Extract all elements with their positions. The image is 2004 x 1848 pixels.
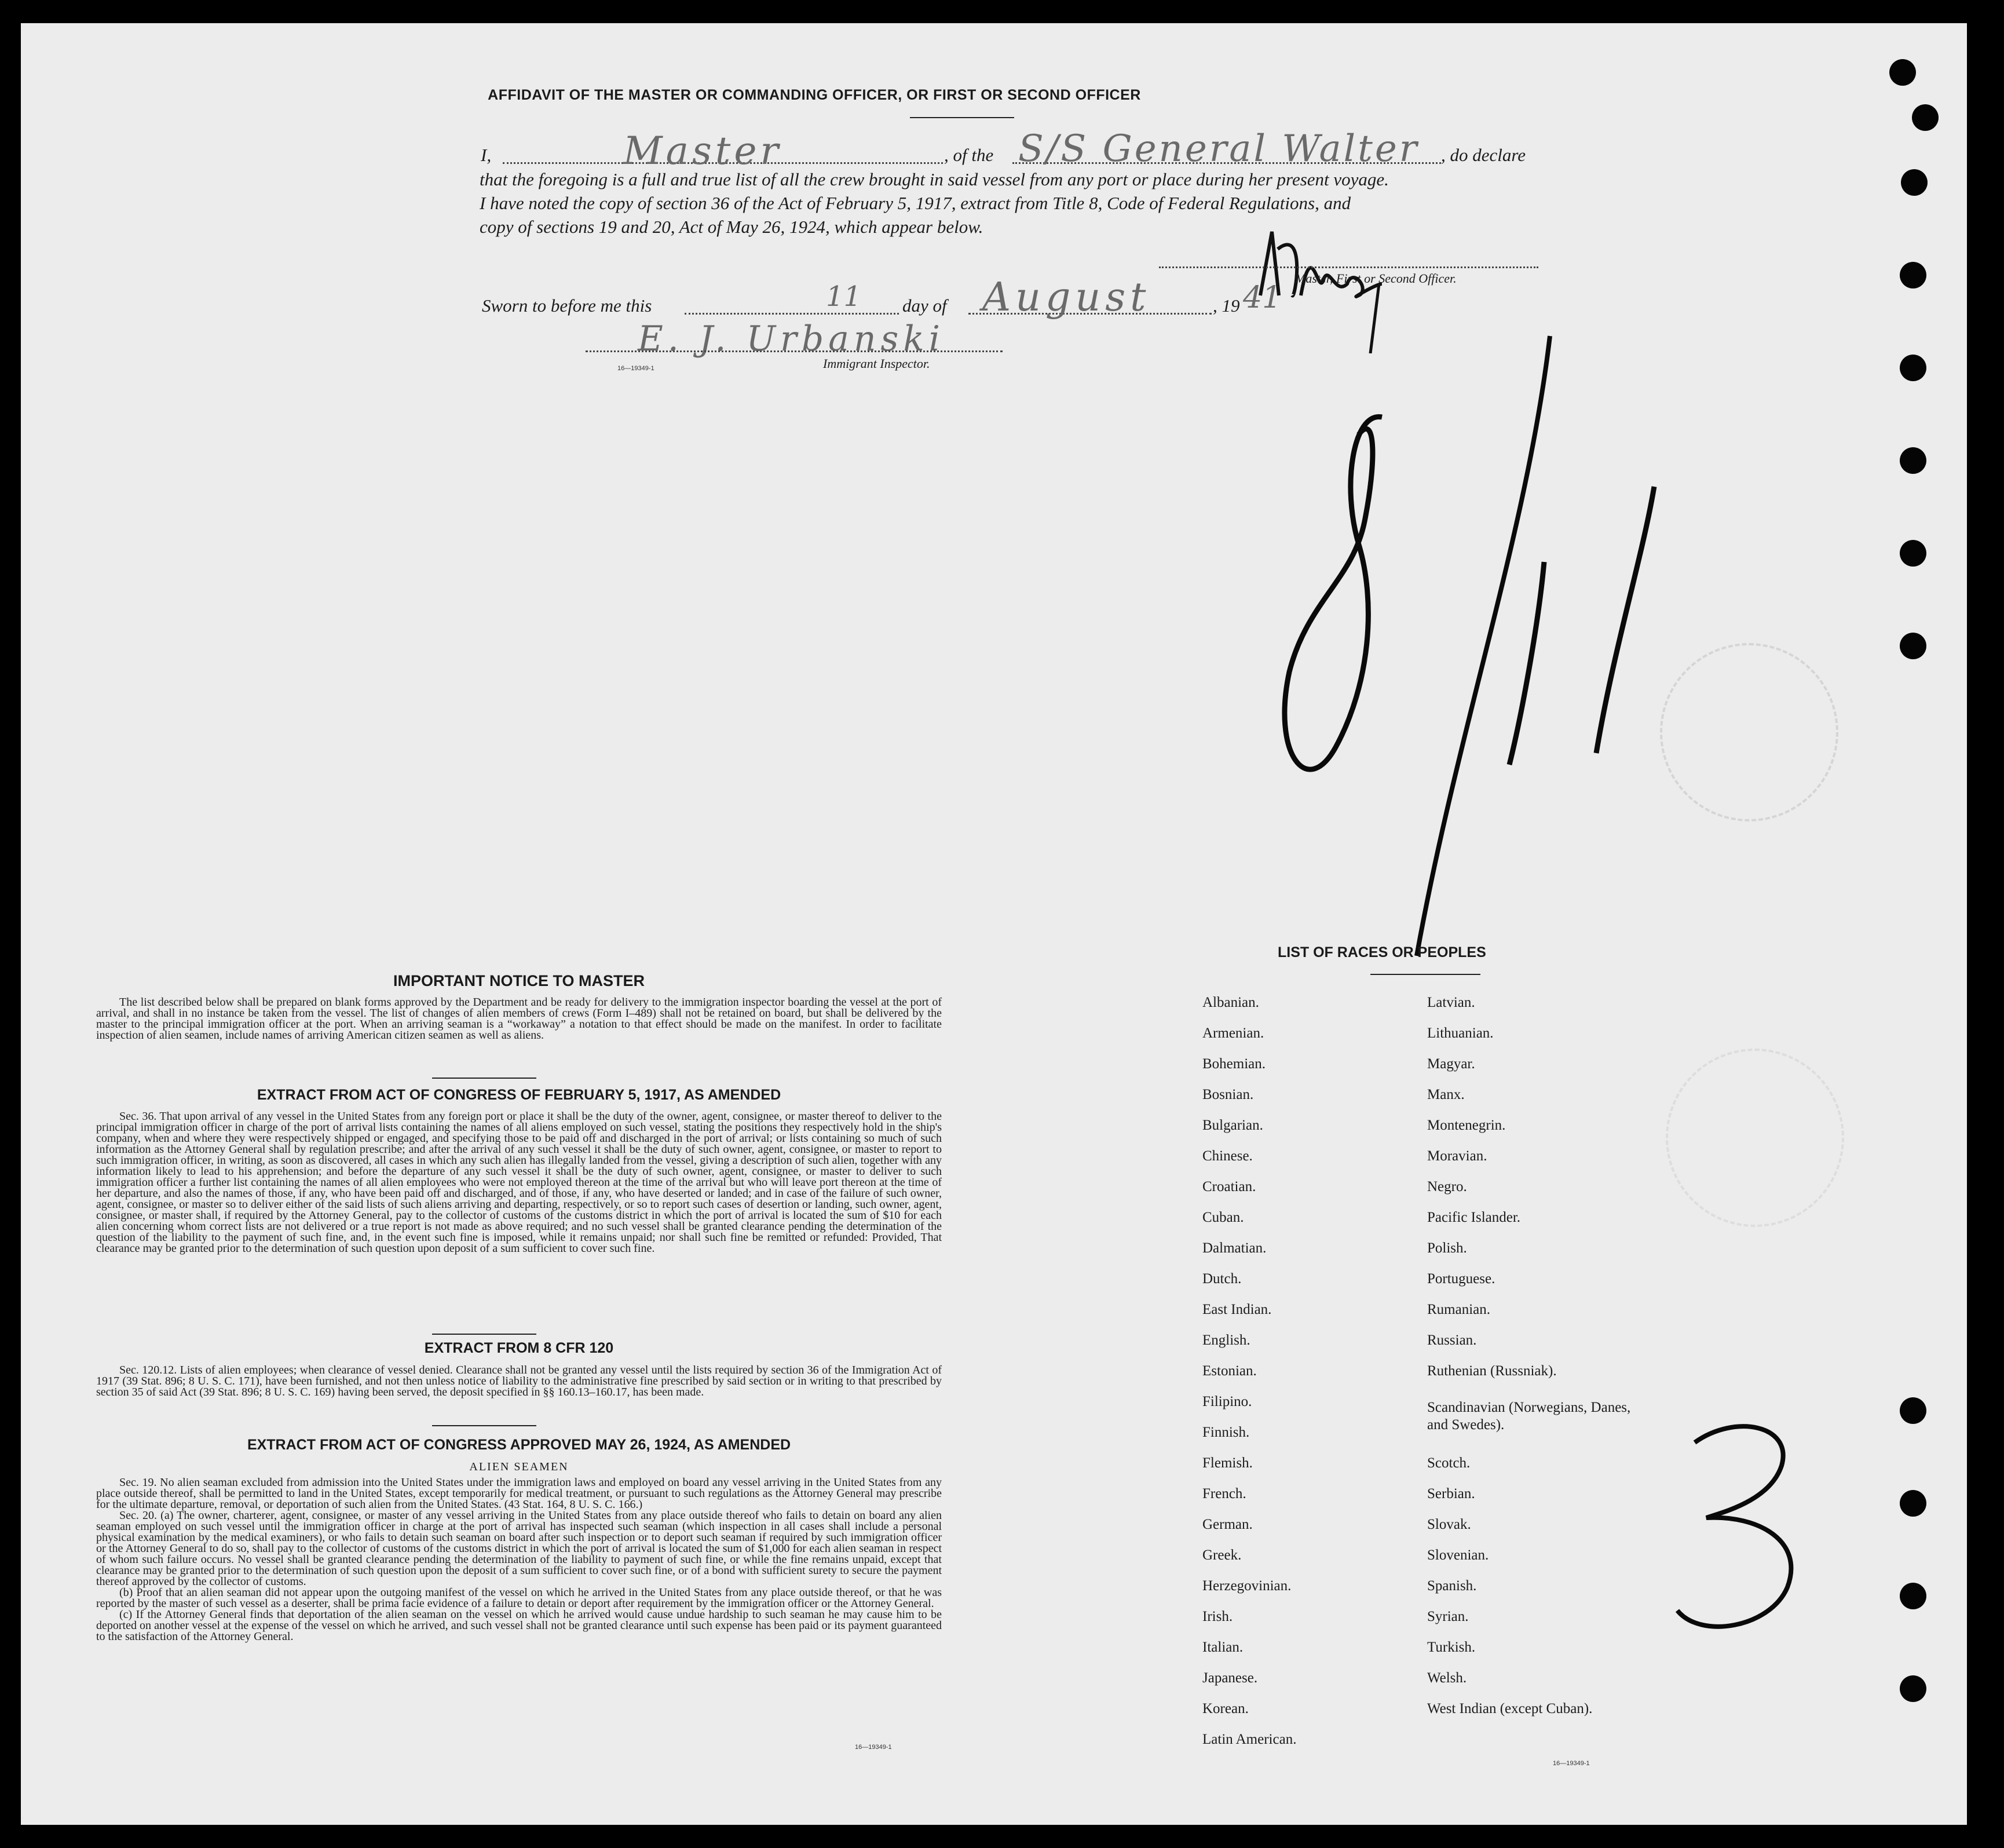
race-item: Slovak.	[1427, 1517, 1471, 1532]
handwritten-page-number-mark	[1654, 1414, 1828, 1657]
race-item: Portuguese.	[1427, 1271, 1495, 1287]
race-item: East Indian.	[1202, 1302, 1272, 1317]
race-item: Lithuanian.	[1427, 1025, 1494, 1041]
extract-1924-form-number: 16—19349-1	[855, 1744, 892, 1751]
binder-hole	[1900, 262, 1926, 288]
document-page	[21, 23, 1967, 1825]
race-item: Bulgarian.	[1202, 1117, 1263, 1133]
notice-rule	[432, 1078, 536, 1079]
sec-20a-text: Sec. 20. (a) The owner, charterer, agent, consignee, or master of any vessel arriving in the United States from any place outside thereof who fails to detain on board any alien seaman employed on such vessel until the immigration officer in charge at the port of arrival has inspected such seaman (which inspection in all cases shall include a personal physical examination by the medical examiners), or who fails to detain such seaman on board after such inspection or to deport such seaman if required by such immigration officer or the Attorney General to do so, shall pay to the collector of customs of the customs district in which the port of arrival is located the sum of $1,000 for each alien seaman in respect of whom such failure occurs. No vessel shall be granted clearance pending the determination of the liability to payment of such fine, or while the fine remains unpaid, except that clearance may be granted prior to the determination of such question upon the deposit of a sum sufficient to cover such fine, or of a bond with sufficient surety to secure the payment thereof approved by the collector of customs.	[96, 1509, 942, 1588]
race-item: Spanish.	[1427, 1578, 1477, 1594]
master-signature-caption: Master, First or Second Officer.	[1295, 271, 1457, 286]
sec-20b-text: (b) Proof that an alien seaman did not appear upon the outgoing manifest of the vessel on which he arrived in the United States from any place outside thereof, or that he was reported by the master of such vessel as a deserter, shall be prima facie evidence of a failure to detain or deport after requirement by the immigration officer or the Attorney General.	[96, 1586, 942, 1610]
race-item: Pacific Islander.	[1427, 1210, 1521, 1225]
extract-cfr-title: EXTRACT FROM 8 CFR 120	[424, 1340, 614, 1356]
races-title: LIST OF RACES OR PEOPLES	[1278, 944, 1486, 960]
inspector-caption: Immigrant Inspector.	[823, 356, 930, 371]
sworn-month: August	[982, 275, 1151, 320]
race-item: Scandinavian (Norwegians, Danes, and Swedes).	[1427, 1400, 1631, 1433]
affidavit-body-line-1: that the foregoing is a full and true list of all the crew brought in said vessel from any port or place during her present voyage.	[480, 169, 1389, 189]
title-rule	[910, 117, 1014, 118]
sec-19-text: Sec. 19. No alien seaman excluded from admission into the United States under the immigration laws and employed on board any vessel arriving in the United States from any place outside thereof, shall be permitted to land in the United States, except temporarily for medical treatment, or pursuant to such regulations as the Attorney General may prescribe for the ultimate departure, removal, or deportation of such alien from the United States. (43 Stat. 164, 8 U. S. C. 166.)	[96, 1476, 942, 1511]
race-item: Japanese.	[1202, 1670, 1258, 1686]
extract-1924-title: EXTRACT FROM ACT OF CONGRESS APPROVED MAY 26, 1924, AS AMENDED	[247, 1437, 791, 1453]
race-item: Ruthenian (Russniak).	[1427, 1363, 1557, 1379]
race-item: Italian.	[1202, 1639, 1244, 1655]
binder-hole	[1901, 169, 1928, 196]
race-item: Slovenian.	[1427, 1547, 1489, 1563]
race-item: German.	[1202, 1517, 1253, 1532]
day-of-label: day of	[902, 295, 947, 316]
race-item: Negro.	[1427, 1179, 1467, 1195]
extract-1924-body	[96, 1477, 942, 1642]
binder-hole	[1912, 104, 1939, 131]
faint-stamp-1	[1660, 643, 1838, 821]
binder-hole	[1900, 1675, 1926, 1702]
race-item: Greek.	[1202, 1547, 1242, 1563]
faint-stamp-2	[1666, 1049, 1844, 1227]
race-item: Armenian.	[1202, 1025, 1264, 1041]
master-signature-line	[1159, 266, 1538, 268]
inspector-signature: E. J. Urbanski	[638, 319, 945, 359]
declare-label: , do declare	[1441, 145, 1526, 165]
year-prefix: , 19	[1213, 295, 1240, 316]
binder-hole	[1900, 633, 1926, 659]
handwritten-vessel: S/S General Walter	[1018, 127, 1420, 170]
binder-hole	[1900, 1397, 1926, 1424]
binder-hole	[1900, 1490, 1926, 1517]
race-item: Magyar.	[1427, 1056, 1475, 1072]
sworn-year: 41	[1243, 280, 1282, 315]
affidavit-body-line-2: I have noted the copy of section 36 of the Act of February 5, 1917, extract from Title 8, Code of Federal Regulations, and	[480, 193, 1351, 213]
race-item: Finnish.	[1202, 1425, 1250, 1440]
race-item: West Indian (except Cuban).	[1427, 1701, 1593, 1716]
race-item: Dutch.	[1202, 1271, 1242, 1287]
race-item: Moravian.	[1427, 1148, 1487, 1164]
sec-20c-text: (c) If the Attorney General finds that deportation of the alien seaman on the vessel on which he arrived would cause undue hardship to such seaman he may cause him to be deported on another vessel at the expense of the vessel on which he arrived, and such vessel shall not be granted clearance until such expense has been paid or its payment guaranteed to the satisfaction of the Attorney General.	[96, 1608, 942, 1643]
handwritten-name: Master	[623, 129, 782, 173]
race-item: Manx.	[1427, 1087, 1465, 1102]
race-item: Dalmatian.	[1202, 1240, 1267, 1256]
race-item: Syrian.	[1427, 1609, 1469, 1624]
notice-text: The list described below shall be prepared on blank forms approved by the Department and be ready for delivery to the immigration inspector boarding the vessel at the port of arrival, and shall in no instance be taken from the vessel. The list of changes of alien members of crews (Form I–489) shall not be retained on board, but shall be delivered by the master to the principal immigration officer at the port. When an arriving seaman is a “workaway” a notation to that effect should be made on the manifest. In order to facilitate inspection of alien seamen, include names of arriving American citizen seamen as well as aliens.	[96, 996, 942, 1042]
i-label: I,	[481, 145, 492, 165]
binder-hole	[1900, 1583, 1926, 1609]
affidavit-title: AFFIDAVIT OF THE MASTER OR COMMANDING OFFICER, OR FIRST OR SECOND OFFICER	[488, 87, 1141, 103]
race-item: Bohemian.	[1202, 1056, 1266, 1072]
sworn-label: Sworn to before me this	[482, 295, 652, 316]
race-item: Polish.	[1427, 1240, 1467, 1256]
race-item: Cuban.	[1202, 1210, 1244, 1225]
race-item: Bosnian.	[1202, 1087, 1254, 1102]
race-item: Flemish.	[1202, 1455, 1253, 1471]
extract-cfr-rule	[432, 1425, 536, 1426]
affidavit-body-line-3: copy of sections 19 and 20, Act of May 26, 1924, which appear below.	[480, 217, 983, 237]
race-item: Russian.	[1427, 1332, 1477, 1348]
extract-1924-subtitle: ALIEN SEAMEN	[469, 1460, 569, 1473]
race-item: Herzegovinian.	[1202, 1578, 1292, 1594]
race-item: Korean.	[1202, 1701, 1249, 1716]
extract-1917-title: EXTRACT FROM ACT OF CONGRESS OF FEBRUARY 5, 1917, AS AMENDED	[257, 1087, 781, 1103]
affidavit-form-number: 16—19349-1	[617, 365, 654, 372]
race-item: Turkish.	[1427, 1639, 1476, 1655]
race-item: Chinese.	[1202, 1148, 1253, 1164]
race-item: Latin American.	[1202, 1732, 1297, 1747]
sworn-day: 11	[826, 280, 862, 313]
races-form-number: 16—19349-1	[1553, 1760, 1590, 1767]
race-item: Albanian.	[1202, 995, 1259, 1010]
extract-cfr-text: Sec. 120.12. Lists of alien employees; when clearance of vessel denied. Clearance shall not be granted any vessel until the lists required by section 36 of the Immigration Act of 1917 (39 Stat. 896; 8 U. S. C. 171), have been furnished, and not then unless notice of liability to the administrative fine prescribed by said section or in writing to that prescribed by section 35 of said Act (39 Stat. 896; 8 U. S. C. 169) having been served, the deposit specified in §§ 160.13–160.17, has been made.	[96, 1364, 942, 1398]
race-item: Scotch.	[1427, 1455, 1471, 1471]
binder-hole	[1900, 447, 1926, 474]
extract-1917-rule	[432, 1334, 536, 1335]
races-left-column	[1202, 994, 1399, 1762]
races-rule	[1370, 974, 1480, 975]
races-right-column	[1427, 994, 1653, 1731]
race-item: Montenegrin.	[1427, 1117, 1506, 1133]
race-item: Filipino.	[1202, 1394, 1252, 1409]
race-item: Estonian.	[1202, 1363, 1257, 1379]
race-item: Croatian.	[1202, 1179, 1256, 1195]
sworn-day-line	[685, 313, 899, 315]
notice-title: IMPORTANT NOTICE TO MASTER	[393, 972, 645, 989]
race-item: Welsh.	[1427, 1670, 1467, 1686]
race-item: Serbian.	[1427, 1486, 1475, 1502]
handwritten-date-mark	[1237, 301, 1747, 973]
binder-hole	[1889, 59, 1916, 86]
race-item: Rumanian.	[1427, 1302, 1491, 1317]
race-item: Latvian.	[1427, 995, 1475, 1010]
inspector-signature-line	[586, 350, 1003, 352]
binder-hole	[1900, 540, 1926, 567]
race-item: French.	[1202, 1486, 1246, 1502]
binder-hole	[1900, 355, 1926, 381]
race-item: Irish.	[1202, 1609, 1233, 1624]
race-item: English.	[1202, 1332, 1250, 1348]
extract-1917-text: Sec. 36. That upon arrival of any vessel in the United States from any foreign port or place it shall be the duty of the owner, agent, consignee, or master thereof to deliver to the principal immigration officer in charge of the port of arrival lists containing the names of all aliens employed on such vessel, stating the positions they respectively hold in the ship's company, when and where they were respectively shipped or engaged, and specifying those to be paid off and discharged in the port of arrival; or lists containing so much of such information as the Attorney General shall by regulation prescribe; and after the arrival of any such vessel it shall be the duty of such owner, agent, consignee, or master to report to such immigration officer, in writing, as soon as discovered, all cases in which any such alien has illegally landed from the vessel, giving a description of such alien, together with any information likely to lead to his apprehension; and before the departure of any such vessel it shall be the duty of such owner, agent, consignee, or master to deliver to such immigration officer a further list containing the names of all alien employees who were not employed thereon at the time of the arrival but who will leave port thereon at the time of her departure, and also the names of those, if any, who have been paid off and discharged, and of those, if any, who have deserted or landed; and in case of the failure of such owner, agent, consignee, or master so to deliver either of the said lists of such aliens arriving and departing, respectively, or so to report such cases of desertion or landing, such owner, agent, consignee, or master shall, if required by the Attorney General, pay to the collector of customs of the customs district in which the port of arrival is located the sum of $10 for each alien concerning whom correct lists are not delivered or a true report is not made as above required; and no such vessel shall be granted clearance pending the determination of the question of the liability to the payment of such fine, and, in the event such fine is imposed, while it remains unpaid; nor shall such fine be remitted or refunded: Provided, That clearance may be granted prior to the determination of such question upon deposit of a sum sufficient to cover such fine.	[96, 1110, 942, 1255]
of-the-label: , of the	[944, 145, 994, 165]
